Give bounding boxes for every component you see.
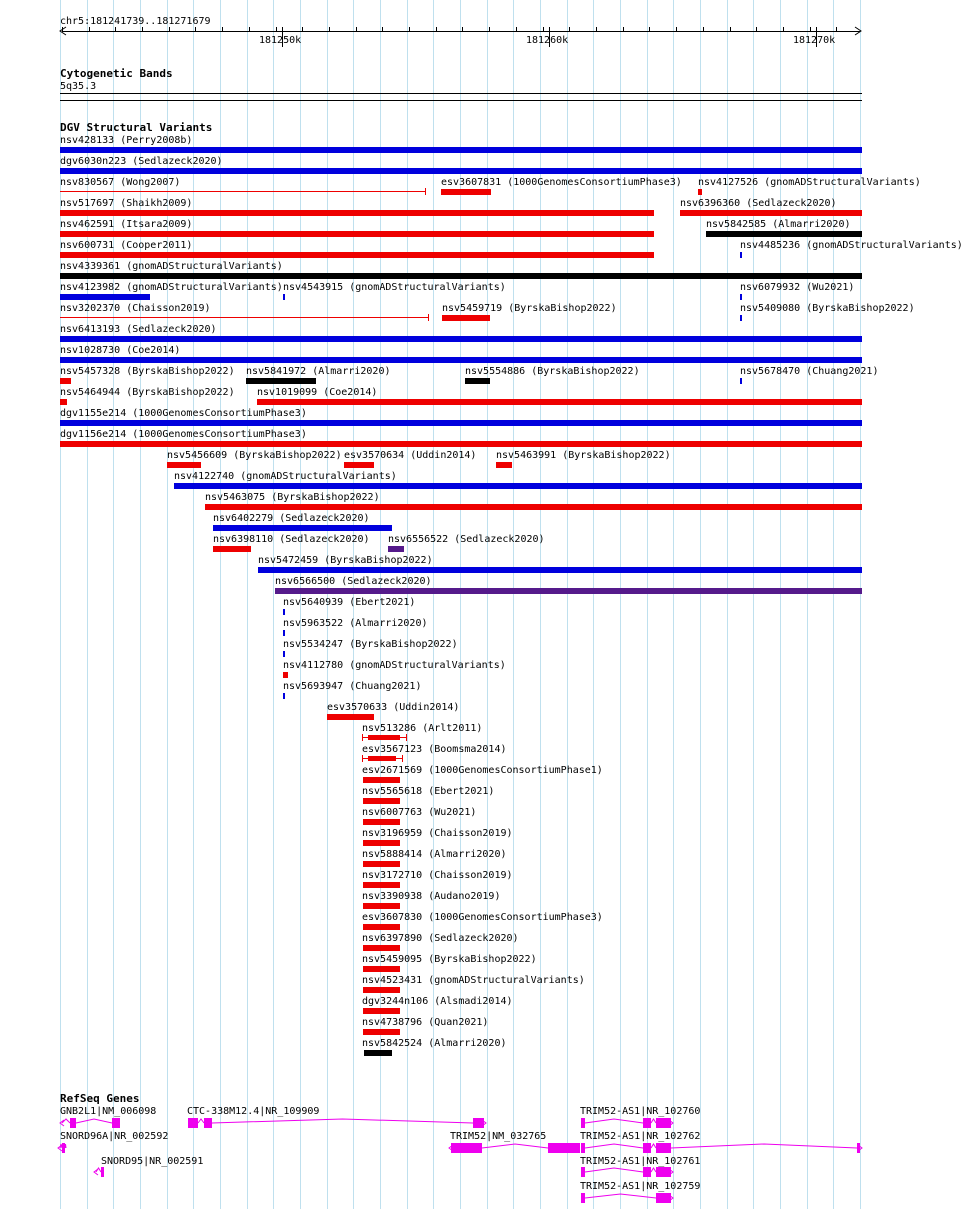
gene-intron bbox=[651, 1144, 656, 1148]
grid-line bbox=[247, 0, 248, 1209]
dgv-feature-end-tick bbox=[406, 734, 407, 741]
grid-line bbox=[193, 0, 194, 1209]
dgv-feature-bar[interactable] bbox=[364, 1050, 392, 1056]
ruler-minor-tick bbox=[596, 27, 597, 31]
dgv-feature-bar[interactable] bbox=[174, 483, 862, 489]
dgv-feature-label[interactable]: nsv3202370 (Chaisson2019) bbox=[60, 303, 211, 314]
dgv-feature-bar[interactable] bbox=[363, 861, 400, 867]
dgv-feature-bar[interactable] bbox=[740, 252, 742, 258]
dgv-feature-end-tick bbox=[428, 314, 429, 321]
dgv-feature-bar[interactable] bbox=[363, 840, 400, 846]
dgv-feature-label[interactable]: nsv5842524 (Almarri2020) bbox=[362, 1038, 507, 1049]
ruler-minor-tick bbox=[756, 27, 757, 31]
gene-exon bbox=[857, 1143, 860, 1153]
grid-line bbox=[220, 0, 221, 1209]
gene-intron bbox=[585, 1168, 643, 1172]
gene-label[interactable]: GNB2L1|NM_006098 bbox=[60, 1106, 157, 1117]
dgv-feature-bar[interactable] bbox=[283, 294, 285, 300]
refseq-track-title[interactable]: RefSeq Genes bbox=[60, 1092, 140, 1105]
dgv-feature-label[interactable]: nsv6397890 (Sedlazeck2020) bbox=[362, 933, 519, 944]
gene-exon bbox=[581, 1118, 585, 1128]
dgv-feature-bar[interactable] bbox=[680, 210, 862, 216]
gene-intron bbox=[585, 1194, 656, 1198]
dgv-feature-bar[interactable] bbox=[388, 546, 404, 552]
ruler-minor-tick bbox=[730, 27, 731, 31]
dgv-feature-bar[interactable] bbox=[275, 588, 862, 594]
ruler-minor-tick bbox=[115, 27, 116, 31]
dgv-feature-label[interactable]: nsv5464944 (ByrskaBishop2022) bbox=[60, 387, 235, 398]
gene-intron bbox=[65, 1144, 66, 1148]
gene-intron bbox=[585, 1119, 643, 1123]
dgv-feature-bar[interactable] bbox=[363, 1008, 400, 1014]
dgv-feature-bar[interactable] bbox=[60, 441, 862, 447]
gene-exon bbox=[548, 1143, 580, 1153]
dgv-feature-bar[interactable] bbox=[60, 399, 67, 405]
gene-model[interactable] bbox=[447, 1141, 584, 1155]
dgv-feature-bar[interactable] bbox=[698, 189, 702, 195]
dgv-feature-label[interactable]: esv3607830 (1000GenomesConsortiumPhase3) bbox=[362, 912, 603, 923]
ruler-label-181260k: 181260k bbox=[526, 35, 569, 46]
dgv-feature-label[interactable]: nsv1019099 (Coe2014) bbox=[257, 387, 378, 398]
dgv-feature-bar[interactable] bbox=[60, 252, 654, 258]
gene-model[interactable] bbox=[577, 1116, 675, 1130]
dgv-feature-bar[interactable] bbox=[283, 630, 285, 636]
dgv-feature-label[interactable]: nsv3196959 (Chaisson2019) bbox=[362, 828, 513, 839]
dgv-feature-label[interactable]: nsv1028730 (Coe2014) bbox=[60, 345, 181, 356]
dgv-feature-label[interactable]: nsv6413193 (Sedlazeck2020) bbox=[60, 324, 217, 335]
ruler-minor-tick bbox=[302, 27, 303, 31]
dgv-feature-bar[interactable] bbox=[283, 672, 288, 678]
gene-exon bbox=[643, 1167, 651, 1177]
dgv-feature-label[interactable]: nsv6556522 (Sedlazeck2020) bbox=[388, 534, 545, 545]
cytoband-track-title[interactable]: Cytogenetic Bands bbox=[60, 67, 173, 80]
dgv-feature-end-tick bbox=[425, 188, 426, 195]
position-label: chr5:181241739..181271679 bbox=[60, 16, 211, 27]
gene-label[interactable]: TRIM52-AS1|NR_102762 bbox=[580, 1131, 701, 1142]
cytoband-bottom-line bbox=[60, 100, 862, 101]
dgv-feature-bar[interactable] bbox=[740, 294, 742, 300]
dgv-feature-label[interactable]: nsv6566500 (Sedlazeck2020) bbox=[275, 576, 432, 587]
dgv-feature-bar[interactable] bbox=[60, 210, 654, 216]
gene-label[interactable]: TRIM52-AS1|NR_102761 bbox=[580, 1156, 701, 1167]
ruler-minor-tick bbox=[649, 27, 650, 31]
dgv-feature-start-tick bbox=[362, 734, 363, 741]
dgv-feature-bar[interactable] bbox=[167, 462, 201, 468]
dgv-feature-label[interactable]: nsv5534247 (ByrskaBishop2022) bbox=[283, 639, 458, 650]
dgv-feature-label[interactable]: nsv5678470 (Chuang2021) bbox=[740, 366, 879, 377]
dgv-feature-label[interactable]: nsv6007763 (Wu2021) bbox=[362, 807, 477, 818]
gene-label[interactable]: TRIM52-AS1|NR_102760 bbox=[580, 1106, 701, 1117]
gene-exon bbox=[188, 1118, 198, 1128]
dgv-feature-bar[interactable] bbox=[246, 378, 316, 384]
dgv-feature-label[interactable]: dgv1156e214 (1000GenomesConsortiumPhase3) bbox=[60, 429, 307, 440]
dgv-feature-bar[interactable] bbox=[283, 609, 285, 615]
ruler-minor-tick bbox=[623, 27, 624, 31]
dgv-feature-line[interactable] bbox=[60, 191, 425, 192]
gene-model[interactable] bbox=[56, 1141, 70, 1155]
dgv-feature-label[interactable]: nsv517697 (Shaikh2009) bbox=[60, 198, 193, 209]
dgv-feature-bar[interactable] bbox=[441, 189, 491, 195]
gene-exon bbox=[581, 1167, 585, 1177]
dgv-feature-label[interactable]: nsv5554886 (ByrskaBishop2022) bbox=[465, 366, 640, 377]
gene-exon bbox=[581, 1143, 585, 1153]
dgv-feature-bar[interactable] bbox=[283, 651, 285, 657]
dgv-feature-label[interactable]: nsv5463991 (ByrskaBishop2022) bbox=[496, 450, 671, 461]
dgv-feature-label[interactable]: nsv5841972 (Almarri2020) bbox=[246, 366, 391, 377]
dgv-feature-bar[interactable] bbox=[60, 294, 150, 300]
dgv-feature-bar[interactable] bbox=[213, 525, 392, 531]
dgv-feature-label[interactable]: nsv5457328 (ByrskaBishop2022) bbox=[60, 366, 235, 377]
dgv-feature-bar[interactable] bbox=[344, 462, 374, 468]
ruler-minor-tick bbox=[462, 27, 463, 31]
ruler-minor-tick bbox=[783, 27, 784, 31]
ruler-minor-tick bbox=[436, 27, 437, 31]
strand-arrow-icon bbox=[94, 1169, 98, 1175]
dgv-feature-label[interactable]: nsv6398110 (Sedlazeck2020) bbox=[213, 534, 370, 545]
dgv-feature-label[interactable]: nsv4485236 (gnomADStructuralVariants) bbox=[740, 240, 963, 251]
ruler-minor-tick bbox=[249, 27, 250, 31]
gene-intron bbox=[651, 1119, 656, 1123]
gene-label[interactable]: SNORD95|NR_002591 bbox=[101, 1156, 204, 1167]
gene-label[interactable]: TRIM52|NM_032765 bbox=[450, 1131, 547, 1142]
gene-exon bbox=[643, 1118, 651, 1128]
ruler-minor-tick bbox=[543, 27, 544, 31]
ruler-left-arrow-icon bbox=[58, 27, 68, 36]
dgv-feature-label[interactable]: dgv6030n223 (Sedlazeck2020) bbox=[60, 156, 223, 167]
gene-label[interactable]: CTC-338M12.4|NR_109909 bbox=[187, 1106, 320, 1117]
dgv-feature-label[interactable]: nsv513286 (Arlt2011) bbox=[362, 723, 483, 734]
dgv-feature-label[interactable]: nsv462591 (Itsara2009) bbox=[60, 219, 193, 230]
dgv-feature-bar[interactable] bbox=[363, 966, 400, 972]
gene-exon bbox=[101, 1167, 104, 1177]
dgv-feature-label[interactable]: nsv5463075 (ByrskaBishop2022) bbox=[205, 492, 380, 503]
dgv-feature-bar[interactable] bbox=[363, 819, 400, 825]
ruler-minor-tick bbox=[222, 27, 223, 31]
dgv-feature-label[interactable]: esv2671569 (1000GenomesConsortiumPhase1) bbox=[362, 765, 603, 776]
ruler-minor-tick bbox=[516, 27, 517, 31]
gene-model[interactable] bbox=[577, 1141, 864, 1155]
dgv-feature-label[interactable]: nsv4523431 (gnomADStructuralVariants) bbox=[362, 975, 585, 986]
ruler-minor-tick bbox=[676, 27, 677, 31]
gene-intron bbox=[212, 1119, 473, 1123]
dgv-feature-bar[interactable] bbox=[442, 315, 490, 321]
dgv-feature-label[interactable]: nsv5472459 (ByrskaBishop2022) bbox=[258, 555, 433, 566]
gene-label[interactable]: TRIM52-AS1|NR_102759 bbox=[580, 1181, 701, 1192]
ruler-minor-tick bbox=[329, 27, 330, 31]
dgv-feature-bar[interactable] bbox=[740, 378, 742, 384]
dgv-feature-label[interactable]: nsv600731 (Cooper2011) bbox=[60, 240, 193, 251]
dgv-feature-bar[interactable] bbox=[363, 903, 400, 909]
cytoband-top-line bbox=[60, 93, 862, 94]
ruler-minor-tick bbox=[276, 27, 277, 31]
dgv-feature-label[interactable]: nsv4123982 (gnomADStructuralVariants) bbox=[60, 282, 283, 293]
ruler-minor-tick bbox=[62, 27, 63, 31]
dgv-feature-bar[interactable] bbox=[363, 987, 400, 993]
dgv-feature-label[interactable]: nsv4543915 (gnomADStructuralVariants) bbox=[283, 282, 506, 293]
dgv-feature-bar[interactable] bbox=[283, 693, 285, 699]
ruler-minor-tick bbox=[810, 27, 811, 31]
dgv-feature-bar[interactable] bbox=[368, 735, 400, 740]
dgv-feature-line[interactable] bbox=[60, 317, 428, 318]
dgv-feature-label[interactable]: nsv5693947 (Chuang2021) bbox=[283, 681, 422, 692]
dgv-feature-bar[interactable] bbox=[368, 756, 396, 761]
dgv-feature-bar[interactable] bbox=[363, 882, 400, 888]
dgv-feature-label[interactable]: nsv5409080 (ByrskaBishop2022) bbox=[740, 303, 915, 314]
ruler-minor-tick bbox=[195, 27, 196, 31]
gene-intron bbox=[585, 1144, 643, 1148]
dgv-feature-bar[interactable] bbox=[706, 231, 862, 237]
dgv-feature-label[interactable]: nsv6079932 (Wu2021) bbox=[740, 282, 855, 293]
dgv-feature-label[interactable]: nsv3390938 (Audano2019) bbox=[362, 891, 501, 902]
dgv-feature-bar[interactable] bbox=[327, 714, 374, 720]
dgv-feature-label[interactable]: esv3567123 (Boomsma2014) bbox=[362, 744, 507, 755]
dgv-feature-bar[interactable] bbox=[258, 567, 862, 573]
dgv-feature-bar[interactable] bbox=[60, 231, 654, 237]
dgv-feature-bar[interactable] bbox=[60, 420, 862, 426]
dgv-feature-bar[interactable] bbox=[363, 924, 400, 930]
gene-exon bbox=[204, 1118, 212, 1128]
dgv-feature-bar[interactable] bbox=[740, 315, 742, 321]
ruler-minor-tick bbox=[703, 27, 704, 31]
dgv-feature-label[interactable]: nsv6402279 (Sedlazeck2020) bbox=[213, 513, 370, 524]
dgv-feature-label[interactable]: nsv5456609 (ByrskaBishop2022) bbox=[167, 450, 342, 461]
ruler-minor-tick bbox=[409, 27, 410, 31]
gene-label[interactable]: SNORD96A|NR_002592 bbox=[60, 1131, 169, 1142]
gene-intron bbox=[482, 1144, 548, 1148]
gene-intron bbox=[671, 1144, 857, 1148]
gene-exon bbox=[656, 1167, 671, 1177]
dgv-feature-bar[interactable] bbox=[257, 399, 862, 405]
dgv-feature-label[interactable]: esv3570633 (Uddin2014) bbox=[327, 702, 460, 713]
dgv-feature-label[interactable]: nsv4122740 (gnomADStructuralVariants) bbox=[174, 471, 397, 482]
gene-intron bbox=[76, 1119, 112, 1123]
dgv-feature-label[interactable]: nsv3172710 (Chaisson2019) bbox=[362, 870, 513, 881]
dgv-feature-bar[interactable] bbox=[213, 546, 251, 552]
dgv-feature-bar[interactable] bbox=[60, 336, 862, 342]
dgv-feature-label[interactable]: nsv6396360 (Sedlazeck2020) bbox=[680, 198, 837, 209]
ruler-minor-tick bbox=[89, 27, 90, 31]
cytoband-label: 5q35.3 bbox=[60, 81, 97, 92]
gene-exon bbox=[656, 1118, 671, 1128]
dgv-feature-bar[interactable] bbox=[205, 504, 862, 510]
dgv-feature-label[interactable]: nsv428133 (Perry2008b) bbox=[60, 135, 193, 146]
dgv-feature-label[interactable]: nsv5640939 (Ebert2021) bbox=[283, 597, 416, 608]
dgv-feature-bar[interactable] bbox=[60, 378, 71, 384]
gene-model[interactable] bbox=[58, 1116, 124, 1130]
dgv-feature-bar[interactable] bbox=[465, 378, 490, 384]
ruler-label-181270k: 181270k bbox=[793, 35, 836, 46]
ruler-minor-tick bbox=[569, 27, 570, 31]
ruler-minor-tick bbox=[356, 27, 357, 31]
gene-exon bbox=[643, 1143, 651, 1153]
ruler-minor-tick bbox=[836, 27, 837, 31]
dgv-feature-label[interactable]: nsv4738796 (Quan2021) bbox=[362, 1017, 489, 1028]
dgv-feature-bar[interactable] bbox=[363, 798, 400, 804]
dgv-feature-bar[interactable] bbox=[363, 1029, 400, 1035]
dgv-feature-end-tick bbox=[402, 755, 403, 762]
dgv-feature-label[interactable]: nsv5888414 (Almarri2020) bbox=[362, 849, 507, 860]
dgv-feature-bar[interactable] bbox=[60, 168, 862, 174]
dgv-feature-bar[interactable] bbox=[363, 945, 400, 951]
dgv-feature-bar[interactable] bbox=[60, 147, 862, 153]
ruler-minor-tick bbox=[142, 27, 143, 31]
dgv-feature-bar[interactable] bbox=[363, 777, 400, 783]
gene-intron bbox=[198, 1119, 204, 1123]
gene-exon bbox=[62, 1143, 65, 1153]
dgv-feature-bar[interactable] bbox=[60, 357, 862, 363]
dgv-feature-label[interactable]: esv3607831 (1000GenomesConsortiumPhase3) bbox=[441, 177, 682, 188]
ruler-right-arrow-icon bbox=[853, 27, 863, 36]
gene-model[interactable] bbox=[184, 1116, 488, 1130]
gene-intron bbox=[651, 1168, 656, 1172]
dgv-feature-bar[interactable] bbox=[496, 462, 512, 468]
dgv-feature-label[interactable]: nsv4127526 (gnomADStructuralVariants) bbox=[698, 177, 921, 188]
dgv-feature-start-tick bbox=[362, 755, 363, 762]
dgv-feature-label[interactable]: nsv4112780 (gnomADStructuralVariants) bbox=[283, 660, 506, 671]
dgv-feature-label[interactable]: nsv4339361 (gnomADStructuralVariants) bbox=[60, 261, 283, 272]
dgv-feature-label[interactable]: nsv5565618 (Ebert2021) bbox=[362, 786, 495, 797]
gene-exon bbox=[451, 1143, 482, 1153]
dgv-feature-label[interactable]: dgv1155e214 (1000GenomesConsortiumPhase3) bbox=[60, 408, 307, 419]
dgv-feature-label[interactable]: nsv5842585 (Almarri2020) bbox=[706, 219, 851, 230]
dgv-feature-label[interactable]: nsv5963522 (Almarri2020) bbox=[283, 618, 428, 629]
dgv-feature-label[interactable]: nsv5459719 (ByrskaBishop2022) bbox=[442, 303, 617, 314]
gene-model[interactable] bbox=[577, 1191, 675, 1205]
ruler-line bbox=[62, 31, 860, 32]
dgv-feature-label[interactable]: nsv5459095 (ByrskaBishop2022) bbox=[362, 954, 537, 965]
gene-exon bbox=[656, 1143, 671, 1153]
ruler-minor-tick bbox=[382, 27, 383, 31]
dgv-track-title[interactable]: DGV Structural Variants bbox=[60, 121, 213, 134]
ruler-minor-tick bbox=[169, 27, 170, 31]
gene-exon bbox=[581, 1193, 585, 1203]
ruler-minor-tick bbox=[489, 27, 490, 31]
gene-exon bbox=[112, 1118, 120, 1128]
gene-model[interactable] bbox=[577, 1165, 675, 1179]
gene-model[interactable] bbox=[92, 1165, 108, 1179]
grid-line bbox=[273, 0, 274, 1209]
dgv-feature-label[interactable]: nsv830567 (Wong2007) bbox=[60, 177, 181, 188]
dgv-feature-bar[interactable] bbox=[60, 273, 862, 279]
ruler-label-181250k: 181250k bbox=[259, 35, 302, 46]
gene-exon bbox=[656, 1193, 671, 1203]
dgv-feature-label[interactable]: dgv3244n106 (Alsmadi2014) bbox=[362, 996, 513, 1007]
dgv-feature-label[interactable]: esv3570634 (Uddin2014) bbox=[344, 450, 477, 461]
gene-exon bbox=[473, 1118, 484, 1128]
gene-exon bbox=[70, 1118, 76, 1128]
